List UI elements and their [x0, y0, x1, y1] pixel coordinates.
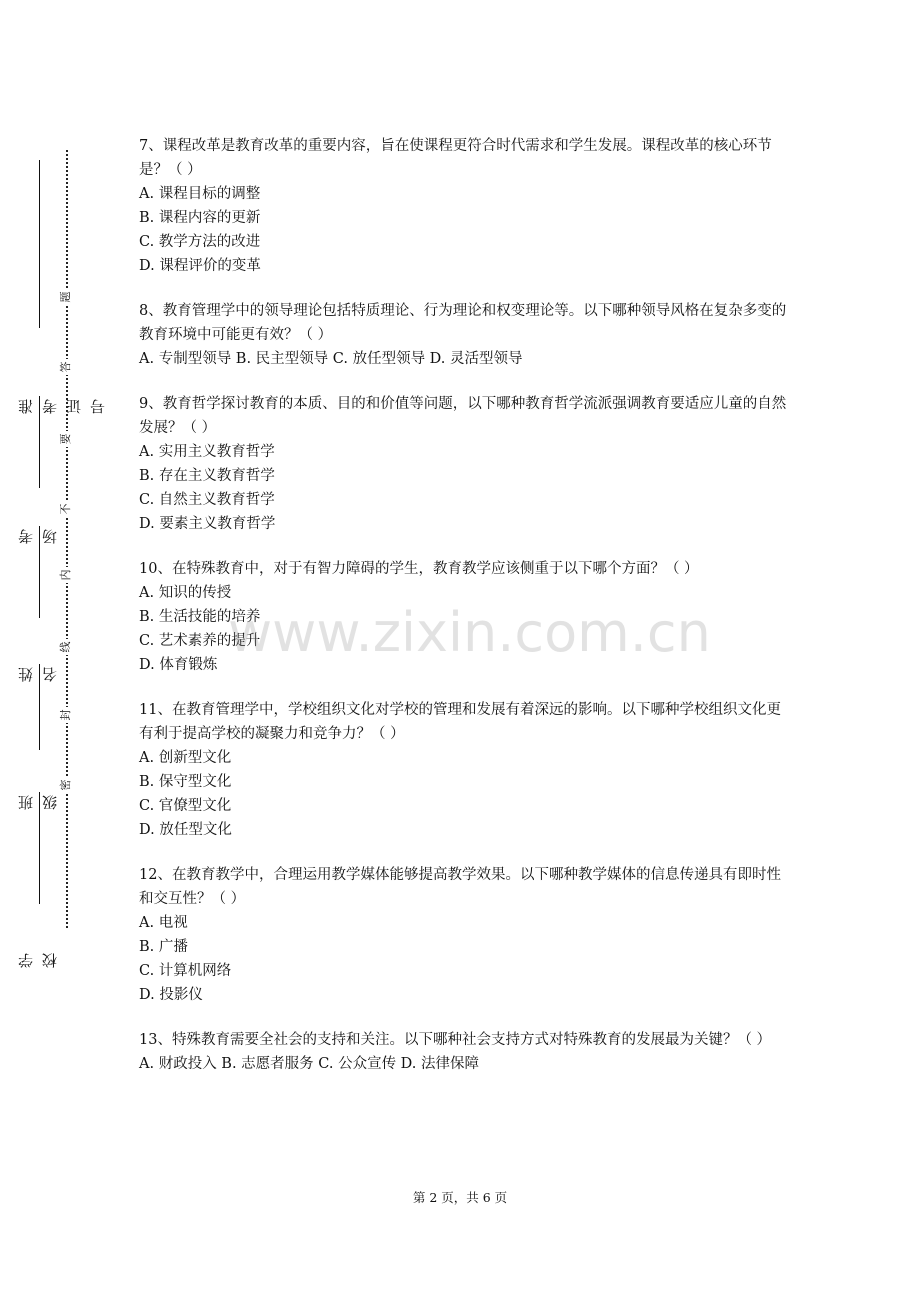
field-class: [14, 788, 59, 810]
option-d: D. 体育锻炼: [139, 657, 218, 673]
field-exam-id-line: [39, 160, 40, 328]
field-exam-id: [14, 392, 107, 414]
option-c: C. 计算机网络: [139, 963, 232, 979]
option-c: C. 官僚型文化: [139, 798, 232, 814]
field-school: [14, 946, 59, 968]
option-d: D. 课程评价的变革: [139, 258, 261, 274]
field-school-label: 学校: [17, 951, 59, 968]
watermark: www.zixin.com.cn: [228, 601, 711, 664]
field-class-label: 班级: [17, 793, 59, 810]
seal-char: 线: [59, 639, 73, 655]
binding-margin: [0, 0, 120, 1302]
option-b: B. 课程内容的更新: [139, 210, 261, 226]
question-stem: 11、在教育管理学中，学校组织文化对学校的管理和发展有着深远的影响。以下哪种学校组织文化更有利于提高学校的凝聚力和竞争力？（ ）: [139, 702, 781, 742]
question-10: [139, 557, 789, 677]
question-stem: 7、课程改革是教育改革的重要内容，旨在使课程更符合时代需求和学生发展。课程改革的核心环节是？（ ）: [139, 138, 772, 178]
question-11: [139, 698, 789, 842]
field-exam-room-line: [39, 396, 40, 488]
option-a: A. 创新型文化: [139, 750, 232, 766]
field-exam-room-label: 考场: [17, 527, 59, 544]
field-name: [14, 660, 59, 682]
option-b: B. 存在主义教育哲学: [139, 468, 275, 484]
option-c: C. 艺术素养的提升: [139, 633, 261, 649]
question-stem: 8、教育管理学中的领导理论包括特质理论、行为理论和权变理论等。以下哪种领导风格在复杂多变的教育环境中可能更有效？（ ）: [139, 303, 787, 343]
options-inline: A. 财政投入 B. 志愿者服务 C. 公众宣传 D. 法律保障: [139, 1056, 480, 1072]
field-name-line: [39, 526, 40, 618]
option-d: D. 投影仪: [139, 987, 203, 1003]
seal-char: 密: [59, 777, 73, 793]
option-b: B. 生活技能的培养: [139, 609, 261, 625]
option-a: A. 课程目标的调整: [139, 186, 261, 202]
seal-dotted-line: [66, 150, 68, 928]
option-c: C. 教学方法的改进: [139, 234, 261, 250]
question-9: [139, 392, 789, 536]
option-a: A. 实用主义教育哲学: [139, 444, 275, 460]
question-stem: 10、在特殊教育中，对于有智力障碍的学生，教育教学应该侧重于以下哪个方面？（ ）: [139, 561, 699, 577]
option-a: A. 电视: [139, 915, 188, 931]
field-class-line: [39, 664, 40, 750]
question-8: [139, 299, 789, 371]
option-b: B. 保守型文化: [139, 774, 232, 790]
page-footer: 第 2 页，共 6 页: [412, 1190, 508, 1205]
question-7: [139, 134, 789, 278]
field-name-label: 姓名: [17, 665, 59, 682]
options-inline: A. 专制型领导 B. 民主型领导 C. 放任型领导 D. 灵活型领导: [139, 351, 523, 367]
field-exam-id-label: 准考证号: [17, 397, 107, 414]
seal-char: 题: [59, 289, 73, 305]
field-exam-room: [14, 522, 59, 544]
question-list: [139, 134, 789, 1097]
option-d: D. 要素主义教育哲学: [139, 516, 276, 532]
field-school-line: [39, 792, 40, 904]
seal-char: 内: [59, 567, 73, 583]
option-d: D. 放任型文化: [139, 822, 232, 838]
seal-char: 要: [59, 431, 73, 447]
question-13: [139, 1028, 789, 1076]
seal-char: 不: [59, 501, 73, 517]
seal-char: 封: [59, 707, 73, 723]
question-12: [139, 863, 789, 1007]
question-stem: 12、在教育教学中，合理运用教学媒体能够提高教学效果。以下哪种教学媒体的信息传递具有即时性和交互性？（ ）: [139, 867, 781, 907]
seal-char: 答: [59, 359, 73, 375]
question-stem: 13、特殊教育需要全社会的支持和关注。以下哪种社会支持方式对特殊教育的发展最为关键？（ ）: [139, 1032, 772, 1048]
option-a: A. 知识的传授: [139, 585, 232, 601]
question-stem: 9、教育哲学探讨教育的本质、目的和价值等问题，以下哪种教育哲学流派强调教育要适应儿童的自然发展？（ ）: [139, 396, 787, 436]
option-b: B. 广播: [139, 939, 188, 955]
option-c: C. 自然主义教育哲学: [139, 492, 275, 508]
